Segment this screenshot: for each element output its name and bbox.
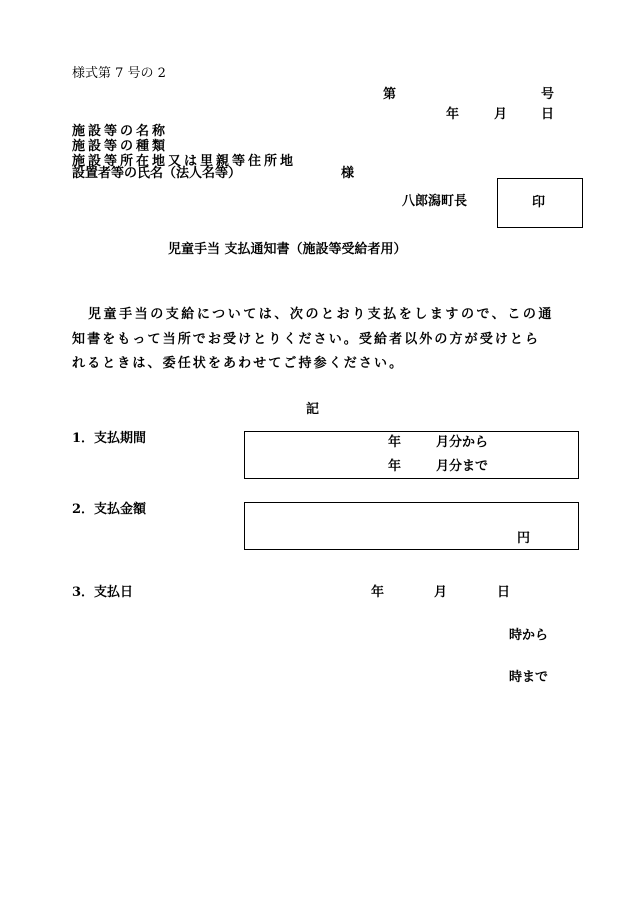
honorific: 様 xyxy=(341,166,355,181)
pay-time-until: 時まで xyxy=(509,670,549,685)
amount-unit: 円 xyxy=(517,531,531,546)
pay-date-month: 月 xyxy=(434,585,448,600)
doc-number-prefix: 第 xyxy=(383,87,397,102)
pay-date-year: 年 xyxy=(371,585,385,600)
document-title: 児童手当 支払通知書（施設等受給者用） xyxy=(168,242,407,257)
facility-type-label: 施設等の種類 xyxy=(72,139,169,154)
date-year: 年 xyxy=(446,107,460,122)
body-text-line-3: れるときは、委任状をあわせてご持参ください。 xyxy=(72,356,405,371)
pay-time-from: 時から xyxy=(509,628,549,643)
payment-amount-label: 2．支払金額 xyxy=(72,502,147,517)
payment-amount-box xyxy=(244,502,579,550)
seal-box xyxy=(497,178,583,228)
period-year-from: 年 xyxy=(388,435,402,450)
form-number: 様式第 7 号の 2 xyxy=(72,66,166,81)
owner-name-label: 設置者等の氏名（法人名等） xyxy=(72,166,242,181)
payment-date-label: 3．支払日 xyxy=(72,585,134,600)
doc-number-suffix: 号 xyxy=(541,87,555,102)
facility-address-label: 施設等所在地又は里親等住所地 xyxy=(72,154,297,169)
period-year-until: 年 xyxy=(388,459,402,474)
payment-period-label: 1．支払期間 xyxy=(72,431,147,446)
date-month: 月 xyxy=(494,107,508,122)
body-text-line-1: 児童手当の支給については、次のとおり支払をしますので、この通 xyxy=(88,307,554,322)
pay-date-day: 日 xyxy=(497,585,511,600)
body-text-line-2: 知書をもって当所でお受けとりください。受給者以外の方が受けとら xyxy=(72,332,541,347)
ki-marker: 記 xyxy=(306,402,320,417)
period-until-text: 月分まで xyxy=(436,459,489,474)
payment-period-box xyxy=(244,431,579,479)
issuer-title: 八郎潟町長 xyxy=(402,194,468,209)
date-day: 日 xyxy=(541,107,555,122)
facility-name-label: 施設等の名称 xyxy=(72,124,169,139)
seal-label: 印 xyxy=(532,195,546,210)
period-from-text: 月分から xyxy=(436,435,489,450)
